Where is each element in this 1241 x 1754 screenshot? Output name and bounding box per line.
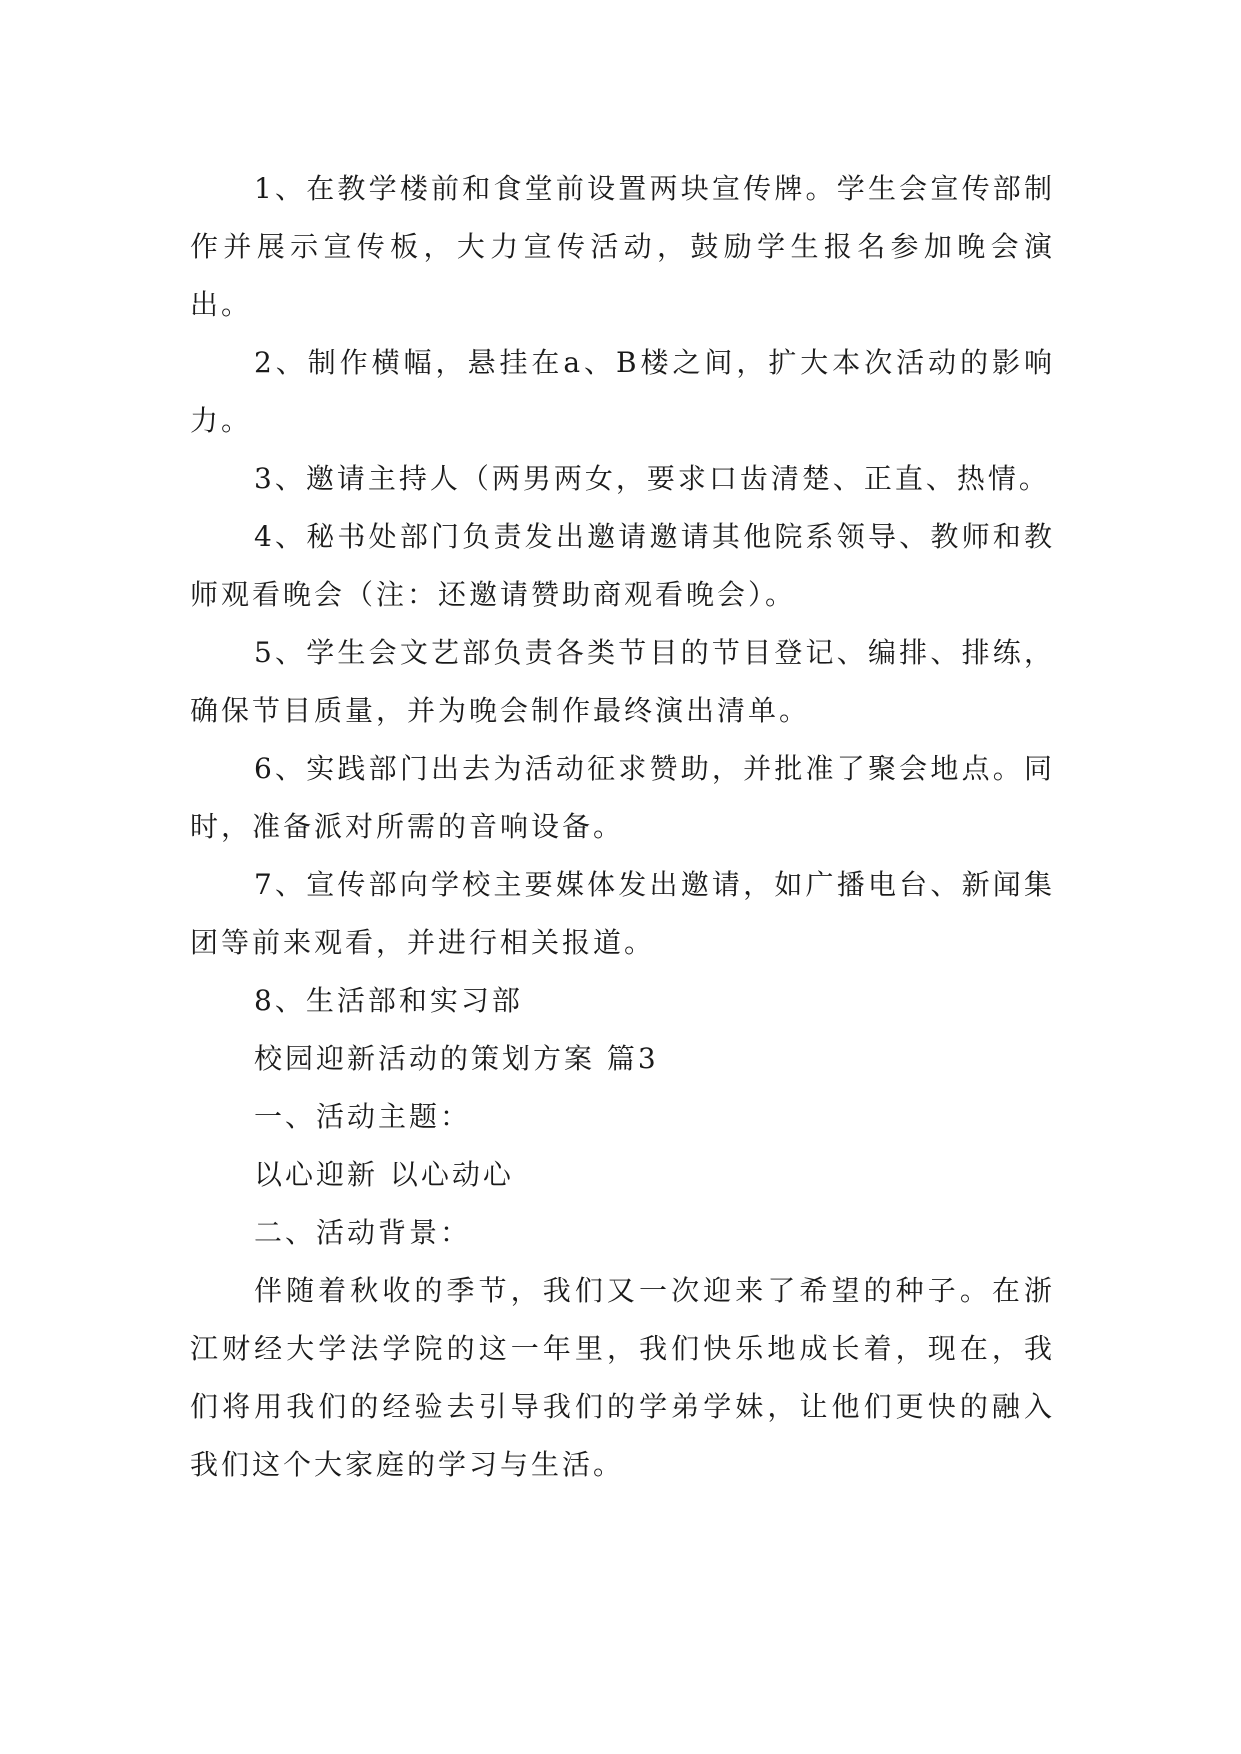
item-8-line: 8、生活部和实习部 bbox=[254, 984, 523, 1017]
document-body bbox=[190, 160, 1055, 1494]
paragraph-7: 7、宣传部向学校主要媒体发出邀请，如广播电台、新闻集团等前来观看，并进行相关报道。 bbox=[190, 868, 1055, 959]
paragraph-4: 4、秘书处部门负责发出邀请邀请其他院系领导、教师和教师观看晚会（注：还邀请赞助商观看晚会）。 bbox=[190, 520, 1055, 611]
theme-text: 以心迎新 以心动心 bbox=[254, 1158, 514, 1191]
paragraph-6: 6、实践部门出去为活动征求赞助，并批准了聚会地点。同时，准备派对所需的音响设备。 bbox=[190, 752, 1055, 843]
paragraph-3: 3、邀请主持人（两男两女，要求口齿清楚、正直、热情。 bbox=[254, 462, 1050, 495]
paragraph-5: 5、学生会文艺部负责各类节目的节目登记、编排、排练，确保节目质量，并为晚会制作最终演出清单。 bbox=[190, 636, 1055, 727]
background-paragraph: 伴随着秋收的季节，我们又一次迎来了希望的种子。在浙江财经大学法学院的这一年里，我们快乐地成长着，现在，我们将用我们的经验去引导我们的学弟学妹，让他们更快的融入我们这个大家庭的学习与生活。 bbox=[190, 1274, 1055, 1481]
paragraph-1: 1、在教学楼前和食堂前设置两块宣传牌。学生会宣传部制作并展示宣传板，大力宣传活动，鼓励学生报名参加晚会演出。 bbox=[190, 172, 1055, 321]
subheading-background: 二、活动背景： bbox=[254, 1216, 472, 1249]
subheading-theme: 一、活动主题： bbox=[254, 1100, 472, 1133]
paragraph-2: 2、制作横幅，悬挂在a、B楼之间，扩大本次活动的影响力。 bbox=[190, 346, 1055, 437]
section-heading: 校园迎新活动的策划方案 篇3 bbox=[254, 1042, 659, 1075]
